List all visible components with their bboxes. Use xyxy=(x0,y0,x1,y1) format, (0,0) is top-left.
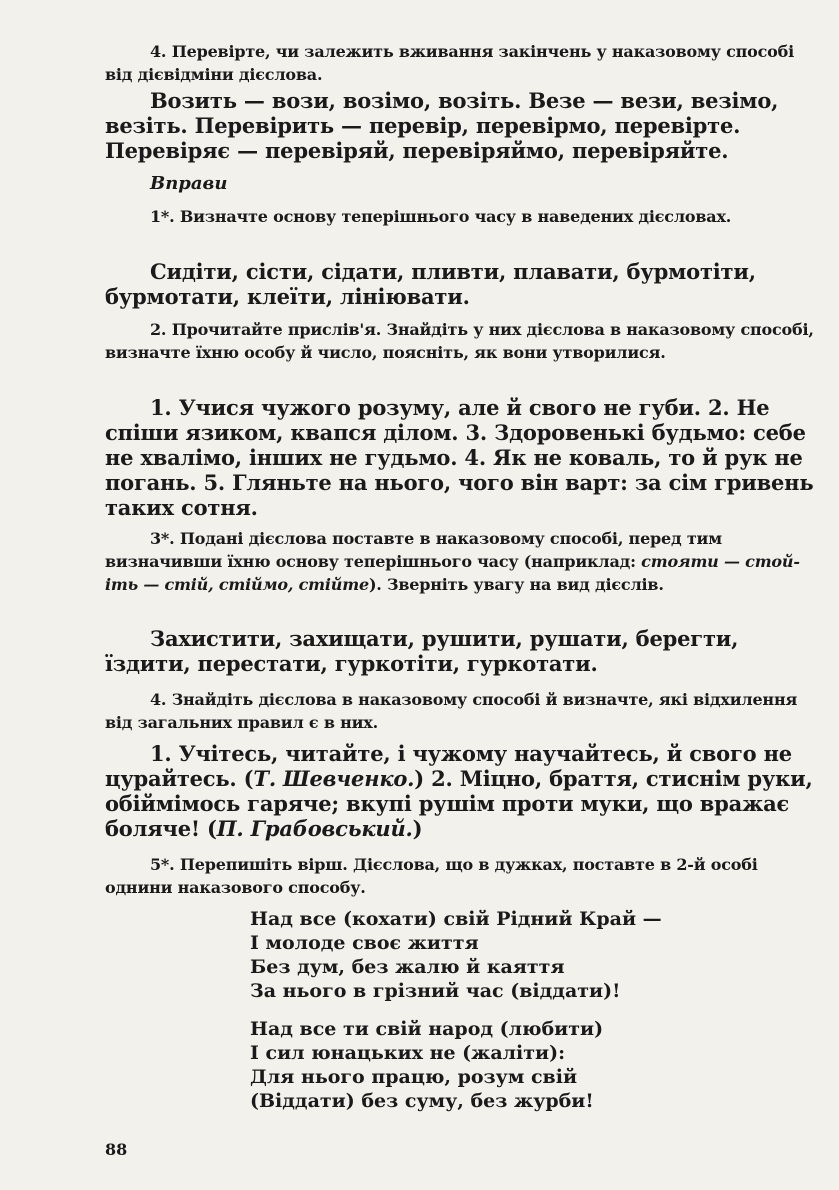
poem-line: Над все (кохати) свій Рідний Край — xyxy=(250,908,662,930)
author-hrabovskyi: П. Грабовський. xyxy=(216,816,413,841)
example-italic: стояти — стой-іть — стій, стіймо, стійте xyxy=(105,552,800,594)
author-shevchenko: Т. Шевченко. xyxy=(253,766,415,791)
exercise-2-task: 2. Прочитайте прислів'я. Знайдіть у них дієслова в наказовому способі, визначте їхню особу й число, поясніть, як вони утворилися. xyxy=(105,320,814,362)
exercise-5-task: 5*. Перепишіть вірш. Дієслова, що в дужках, поставте в 2-й особі однини наказового способу. xyxy=(105,855,758,897)
exercise-3-task: 3*. Подані дієслова поставте в наказовому способі, перед тим визначивши їхню основу теперішнього часу (наприклад: стояти — стой-іть — стій, стіймо, стійте). Зверніть увагу на вид дієслів. xyxy=(105,529,800,594)
rule-number: 4. xyxy=(150,42,167,61)
exercise-3-text: Захистити, захищати, рушити, рушати, берегти, їздити, перестати, гуркотіти, гуркотати. xyxy=(105,626,739,676)
exercise-number: 3*. xyxy=(150,529,175,548)
poem-line: Без дум, без жалю й каяття xyxy=(250,956,565,978)
poem-line: Над все ти свій народ (любити) xyxy=(250,1018,604,1040)
poem-line: За нього в грізний час (віддати)! xyxy=(250,980,621,1002)
exercise-1-text: Сидіти, сісти, сідати, пливти, плавати, бурмотіти, бурмотати, клеїти, лініювати. xyxy=(105,259,756,309)
poem-stanza-1 xyxy=(250,907,662,1003)
exercise-4-text: 1. Учітесь, читайте, і чужому научайтесь, й свого не цурайтесь. (Т. Шевченко.) 2. Міцно, браття, стиснім руки, обіймімось гаряче; вкупі рушім проти муки, що вражає боляче! (П. Грабовський.) xyxy=(105,741,813,841)
exercise-number: 1*. xyxy=(150,207,175,226)
rule-text: Перевірте, чи залежить вживання закінчень у наказовому способі від дієвідміни дієслова. xyxy=(105,42,794,84)
poem-stanza-2 xyxy=(250,1017,603,1113)
exercise-4-task: 4. Знайдіть дієслова в наказовому способі й визначте, які відхилення від загальних правил є в них. xyxy=(105,690,798,732)
exercise-2-text: 1. Учися чужого розуму, але й свого не губи. 2. Не спіши язиком, квапся ділом. 3. Здоровенькі будьмо: себе не хвалімо, інших не гудьмо. 4. Як не коваль, то й рук не погань. 5. Гляньте на нього, чого він варт: за сім гривень таких сотня. xyxy=(105,395,814,520)
rule-4-examples: Возить — вози, возімо, возіть. Везе — вези, везімо, везіть. Перевірить — перевір, перевірмо, перевірте. Перевіряє — перевіряй, перевіряймо, перевіряйте. xyxy=(105,88,779,163)
poem-line: І сил юнацьких не (жаліти): xyxy=(250,1042,566,1064)
exercise-1-task: 1*. Визначте основу теперішнього часу в наведених дієсловах. xyxy=(150,207,732,226)
page-number: 88 xyxy=(105,1140,128,1159)
poem-line: І молоде своє життя xyxy=(250,932,479,954)
exercise-number: 2. xyxy=(150,320,167,339)
exercises-heading: Вправи xyxy=(150,173,228,194)
exercise-number: 5*. xyxy=(150,855,175,874)
exercise-number: 4. xyxy=(150,690,167,709)
poem-line: (Віддати) без суму, без журби! xyxy=(250,1090,594,1112)
rule-4-task xyxy=(105,40,825,86)
poem-line: Для нього працю, розум свій xyxy=(250,1066,578,1088)
